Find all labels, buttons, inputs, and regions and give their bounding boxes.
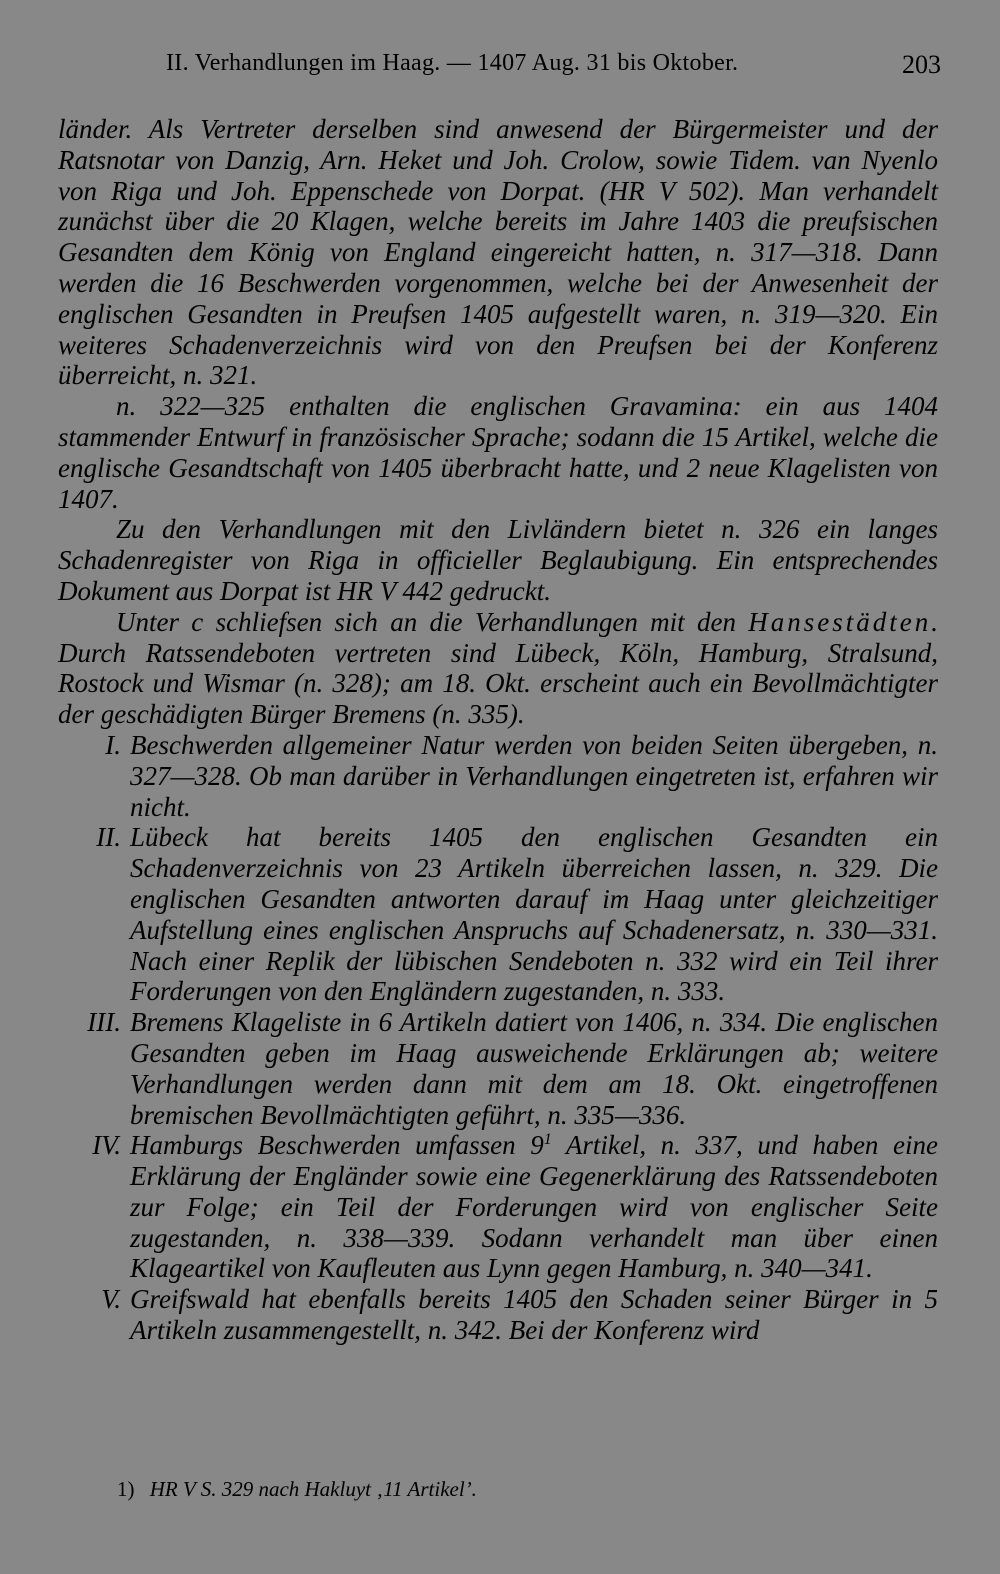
footnote-text: HR V S. 329 nach Hakluyt ‚11 Artikel’. xyxy=(149,1477,477,1501)
spaced-emphasis: Hansestädten xyxy=(748,606,932,637)
list-item xyxy=(58,1284,938,1346)
item-number: III. xyxy=(87,1007,121,1038)
text-run: Unter c schliefsen sich an die Verhandlungen mit den xyxy=(116,606,749,637)
list-item xyxy=(58,730,938,822)
footnote xyxy=(117,1477,937,1502)
text-run: Artikel, n. 337, und haben eine Erklärung der Engländer sowie eine Gegenerklärung des Ratssendeboten zur Folge; ein Teil der Forderungen wird von englischer Seite zugestanden, n. 338—339. Sodann verhandelt man über einen Klageartikel von Kaufleuten aus Lynn gegen Hamburg, n. 340—341. xyxy=(130,1130,938,1284)
text-run: Hamburgs Beschwerden umfassen 9 xyxy=(130,1130,544,1161)
item-number: I. xyxy=(105,729,121,760)
list-item xyxy=(58,1007,938,1130)
item-number: II. xyxy=(96,822,121,853)
item-text: Lübeck hat bereits 1405 den englischen Gesandten ein Schadenverzeichnis von 23 Artikeln überreichen lassen, n. 329. Die englischen Gesandten antworten darauf im Haag unter gleichzeitiger Aufstellung eines englischen Anspruchs auf Schadenersatz, n. 330—331. Nach einer Replik der lübischen Sendeboten n. 332 wird ein Teil ihrer Forderungen von den Engländern zugestanden, n. 333. xyxy=(130,822,938,1007)
paragraph xyxy=(58,607,938,730)
footnote-number: 1) xyxy=(117,1477,135,1501)
paragraph: Zu den Verhandlungen mit den Livländern bietet n. 326 ein langes Schadenregister von Riga in officieller Beglaubigung. Ein entsprechendes Dokument aus Dorpat ist HR V 442 gedruckt. xyxy=(58,514,938,606)
text-run: . Durch Ratssendeboten vertreten sind Lübeck, Köln, Hamburg, Stralsund, Rostock und Wismar (n. 328); am 18. Okt. erscheint auch ein Bevollmächtigter der geschädigten Bürger Bremens (n. 335). xyxy=(58,606,938,730)
paragraph: länder. Als Vertreter derselben sind anwesend der Bürgermeister und der Ratsnotar von Danzig, Arn. Heket und Joh. Crolow, sowie Tidem. van Nyenlo von Riga und Joh. Eppenschede von Dorpat. (HR V 502). Man verhandelt zunächst über die 20 Klagen, welche bereits im Jahre 1403 die preufsischen Gesandten dem König von England eingereicht hatten, n. 317—318. Dann werden die 16 Beschwerden vorgenommen, welche bei der Anwesenheit der englischen Gesandten in Preufsen 1405 aufgestellt waren, n. 319—320. Ein weiteres Schadenverzeichnis wird von den Preufsen bei der Konferenz überreicht, n. 321. xyxy=(58,114,938,391)
item-text: Greifswald hat ebenfalls bereits 1405 den Schaden seiner Bürger in 5 Artikeln zusammengestellt, n. 342. Bei der Konferenz wird xyxy=(130,1284,938,1346)
page-number: 203 xyxy=(902,50,941,79)
list-item xyxy=(58,822,938,1007)
footnote-marker: 1 xyxy=(543,1131,552,1149)
item-number: V. xyxy=(101,1284,121,1315)
item-text xyxy=(130,1130,938,1284)
item-text: Beschwerden allgemeiner Natur werden von beiden Seiten übergeben, n. 327—328. Ob man darüber in Verhandlungen eingetreten ist, erfahren wir nicht. xyxy=(130,729,938,822)
paragraph: n. 322—325 enthalten die englischen Gravamina: ein aus 1404 stammender Entwurf in französischer Sprache; sodann die 15 Artikel, welche die englische Gesandtschaft von 1405 überbracht hatte, und 2 neue Klagelisten von 1407. xyxy=(58,391,938,514)
item-text: Bremens Klageliste in 6 Artikeln datiert von 1406, n. 334. Die englischen Gesandten geben im Haag ausweichende Erklärungen ab; weitere Verhandlungen werden dann mit dem am 18. Okt. eingetroffenen bremischen Bevollmächtigten geführt, n. 335—336. xyxy=(130,1007,938,1130)
item-number: IV. xyxy=(92,1130,121,1161)
list-item xyxy=(58,1130,938,1284)
page-header xyxy=(166,50,941,86)
running-title: II. Verhandlungen im Haag. — 1407 Aug. 31 bis Oktober. xyxy=(166,50,739,76)
body-text xyxy=(58,114,938,1346)
